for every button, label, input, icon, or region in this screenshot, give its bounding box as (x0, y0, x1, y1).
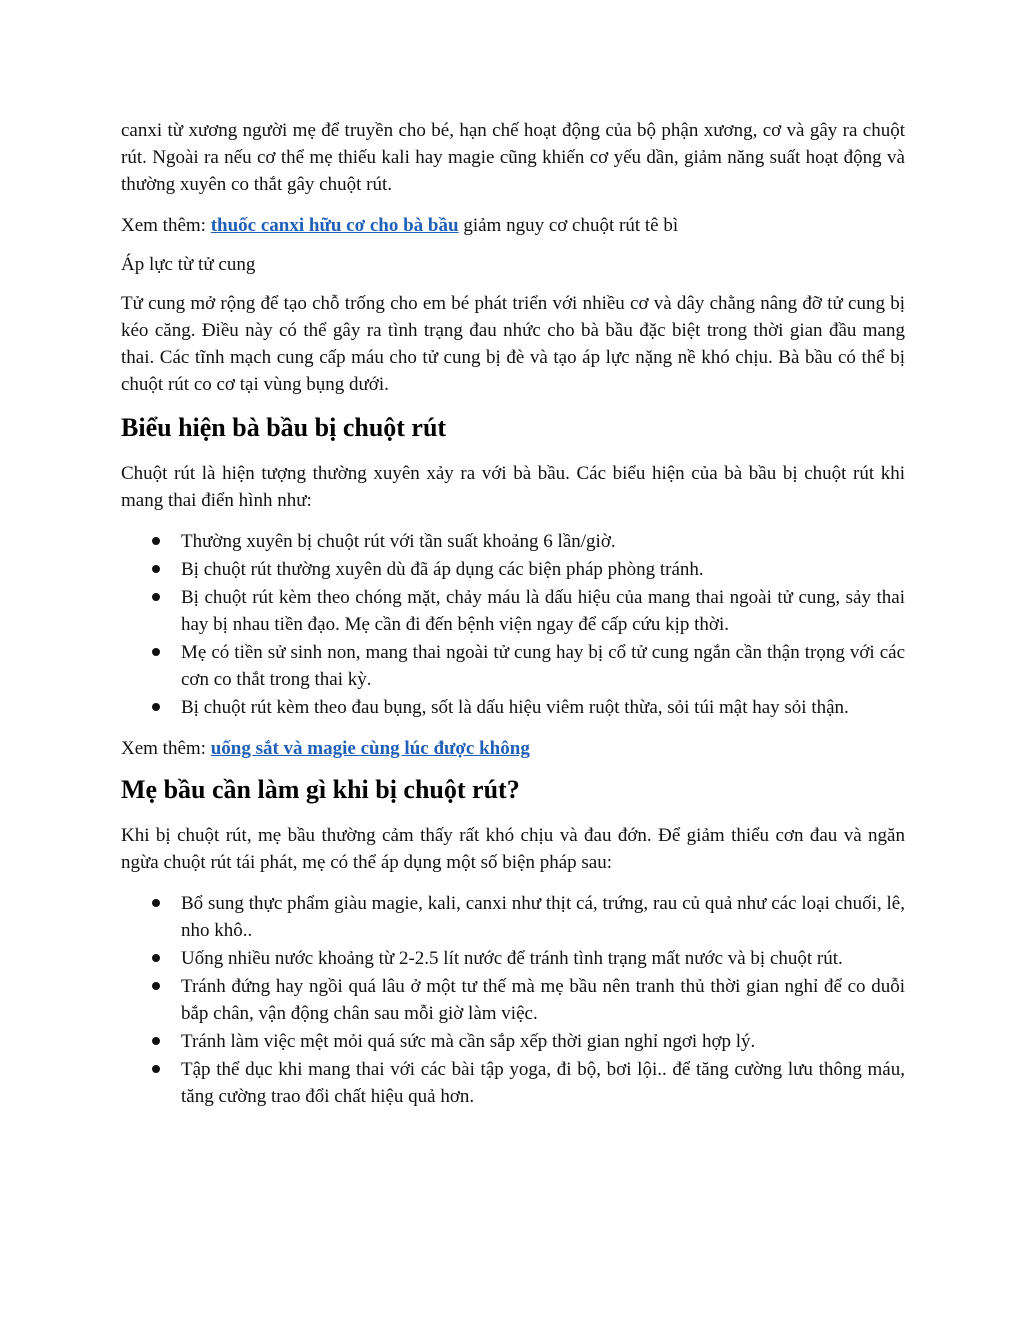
symptoms-list (121, 528, 905, 721)
bullet-icon (152, 1037, 160, 1045)
what-to-do-intro-paragraph: Khi bị chuột rút, mẹ bầu thường cảm thấy rất khó chịu và đau đớn. Để giảm thiểu cơn đau và ngăn ngừa chuột rút tái phát, mẹ có thể áp dụng một số biện pháp sau: (121, 825, 905, 873)
section-heading-symptoms: Biểu hiện bà bầu bị chuột rút (121, 413, 447, 442)
list-item: Tránh làm việc mệt mỏi quá sức mà cần sắp xếp thời gian nghỉ ngơi hợp lý. (121, 1028, 905, 1055)
list-item: Tập thể dục khi mang thai với các bài tập yoga, đi bộ, bơi lội.. để tăng cường lưu thông máu, tăng cường trao đổi chất hiệu quả hơn. (121, 1056, 905, 1110)
link-iron-magnesium[interactable]: uống sắt và magie cùng lúc được không (210, 738, 530, 759)
list-item: Thường xuyên bị chuột rút với tần suất khoảng 6 lần/giờ. (121, 528, 905, 555)
bullet-icon (152, 537, 160, 545)
list-item: Mẹ có tiền sử sinh non, mang thai ngoài tử cung hay bị cổ tử cung ngắn cần thận trọng với các cơn co thắt trong thai kỳ. (121, 639, 905, 693)
list-item: Bị chuột rút kèm theo chóng mặt, chảy máu là dấu hiệu của mang thai ngoài tử cung, sảy thai hay bị nhau tiền đạo. Mẹ cần đi đến bệnh viện ngay để cấp cứu kịp thời. (121, 584, 905, 638)
see-more-suffix: giảm nguy cơ chuột rút tê bì (458, 215, 679, 236)
bullet-icon (152, 982, 160, 990)
uterus-paragraph: Tử cung mở rộng để tạo chỗ trống cho em bé phát triển với nhiều cơ và dây chằng nâng đỡ tử cung bị kéo căng. Điều này có thể gây ra tình trạng đau nhức cho bà bầu đặc biệt trong thời gian đầu mang thai. Các tĩnh mạch cung cấp máu cho tử cung bị đè và tạo áp lực nặng nề khó chịu. Bà bầu có thể bị chuột rút co cơ tại vùng bụng dưới. (121, 293, 905, 395)
list-item: Bị chuột rút kèm theo đau bụng, sốt là dấu hiệu viêm ruột thừa, sỏi túi mật hay sỏi thận. (121, 694, 905, 721)
section-heading-what-to-do: Mẹ bầu cần làm gì khi bị chuột rút? (121, 775, 520, 804)
list-item: Bị chuột rút thường xuyên dù đã áp dụng các biện pháp phòng tránh. (121, 556, 905, 583)
bullet-icon (152, 1065, 160, 1073)
bullet-icon (152, 899, 160, 907)
document-page (121, 117, 905, 1124)
bullet-icon (152, 565, 160, 573)
bullet-icon (152, 954, 160, 962)
see-more-line-2 (121, 735, 905, 762)
see-more-line-1 (121, 212, 905, 239)
link-organic-calcium[interactable]: thuốc canxi hữu cơ cho bà bầu (210, 215, 459, 236)
symptoms-intro-paragraph: Chuột rút là hiện tượng thường xuyên xảy ra với bà bầu. Các biểu hiện của bà bầu bị chuột rút khi mang thai điển hình như: (121, 463, 905, 511)
list-item: Tránh đứng hay ngồi quá lâu ở một tư thế mà mẹ bầu nên tranh thủ thời gian nghỉ để co duỗi bắp chân, vận động chân sau mỗi giờ làm việc. (121, 973, 905, 1027)
see-more-prefix: Xem thêm: (121, 215, 211, 236)
intro-paragraph: canxi từ xương người mẹ để truyền cho bé, hạn chế hoạt động của bộ phận xương, cơ và gây ra chuột rút. Ngoài ra nếu cơ thể mẹ thiếu kali hay magie cũng khiến cơ yếu dần, giảm năng suất hoạt động và thường xuyên co thắt gây chuột rút. (121, 120, 905, 195)
list-item: Bổ sung thực phẩm giàu magie, kali, canxi như thịt cá, trứng, rau củ quả như các loại chuối, lê, nho khô.. (121, 890, 905, 944)
list-item: Uống nhiều nước khoảng từ 2-2.5 lít nước để tránh tình trạng mất nước và bị chuột rút. (121, 945, 905, 972)
subheading-uterus-pressure: Áp lực từ tử cung (121, 254, 256, 275)
bullet-icon (152, 648, 160, 656)
see-more-prefix: Xem thêm: (121, 738, 211, 759)
remedies-list (121, 890, 905, 1110)
bullet-icon (152, 703, 160, 711)
bullet-icon (152, 593, 160, 601)
